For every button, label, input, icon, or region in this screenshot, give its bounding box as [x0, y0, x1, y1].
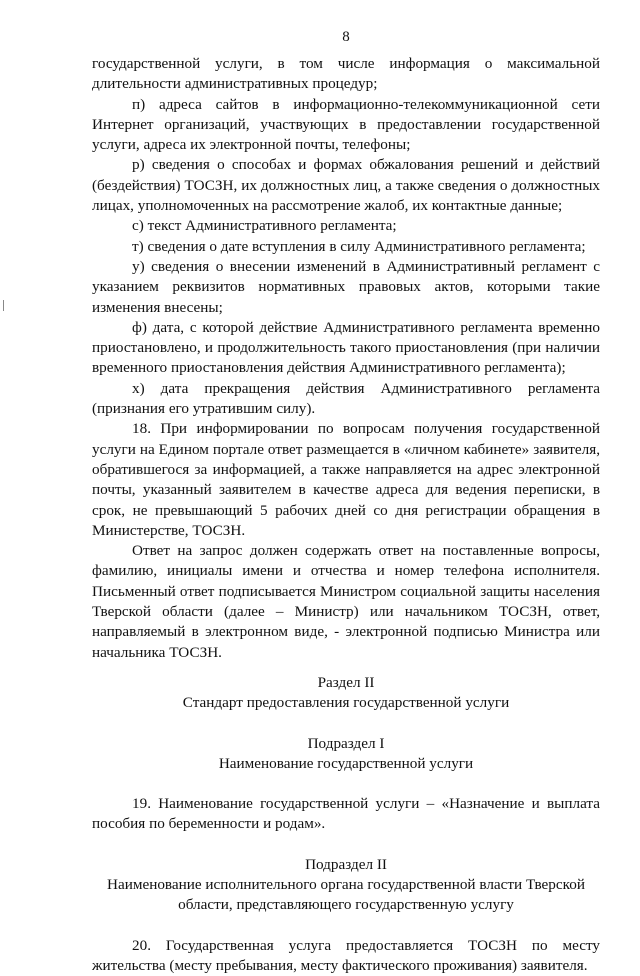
paragraph-response: Ответ на запрос должен содержать ответ на поставленные вопросы, фамилию, инициалы имени и отчества и номер телефона исполнителя. Письменный ответ подписывается Министром социальной защиты населения Тверской области (далее – Министр) или начальником ТОСЗН, ответ, направляемый в электронном виде, - электронной подписью Министра или начальника ТОСЗН.: [92, 542, 600, 661]
paragraph-item-f: ф) дата, с которой действие Административного регламента временно приостановлено, и продолжительность такого приостановления (при наличии временного приостановления действия Административного регламента);: [92, 318, 600, 377]
subsection-1-heading: Подраздел I: [307, 734, 385, 752]
paragraph-18: 18. При информировании по вопросам получения государственной услуги на Едином портале ответ размещается в «личном кабинете» заявителя, обратившегося за информацией, а также направляется на адрес электронной почты, указанный заявителем в качестве адреса для ведения переписки, в срок, не превышающий 5 рабочих дней со дня регистрации обращения в Министерстве, ТОСЗН.: [92, 420, 600, 539]
paragraph-item-p: п) адреса сайтов в информационно-телекоммуникационной сети Интернет организаций, участвующих в предоставлении государственной услуги, адреса их электронной почты, телефоны;: [92, 95, 600, 154]
margin-mark: [3, 300, 4, 311]
subsection-2-title: Наименование исполнительного органа государственной власти Тверской области, представляющего государственную услугу: [107, 875, 585, 914]
paragraph-item-u: у) сведения о внесении изменений в Административный регламент с указанием реквизитов нормативных правовых актов, которыми такие изменения внесены;: [92, 257, 600, 316]
page-number: 8: [342, 29, 350, 45]
paragraph-19: 19. Наименование государственной услуги – «Назначение и выплата пособия по беременности и родам».: [92, 795, 600, 833]
paragraph-continuation: государственной услуги, в том числе информация о максимальной длительности административных процедур;: [92, 55, 600, 93]
subsection-1-title: Наименование государственной услуги: [218, 754, 474, 772]
subsection-2-heading: Подраздел II: [305, 855, 387, 873]
paragraph-item-r: р) сведения о способах и формах обжалования решений и действий (бездействия) ТОСЗН, их должностных лиц, а также сведения о должностных лицах, уполномоченных на рассмотрение жалоб, их контактные данные;: [92, 156, 600, 215]
section-heading: Раздел II: [317, 673, 375, 691]
paragraph-item-h: х) дата прекращения действия Административного регламента (признания его утратившим силу).: [92, 379, 600, 418]
paragraph-item-s: с) текст Административного регламента;: [132, 217, 397, 235]
paragraph-20: 20. Государственная услуга предоставляется ТОСЗН по месту жительства (месту пребывания, месту фактического проживания) заявителя.: [92, 936, 600, 974]
paragraph-item-t: т) сведения о дате вступления в силу Административного регламента;: [132, 237, 586, 255]
section-title: Стандарт предоставления государственной услуги: [182, 694, 510, 712]
